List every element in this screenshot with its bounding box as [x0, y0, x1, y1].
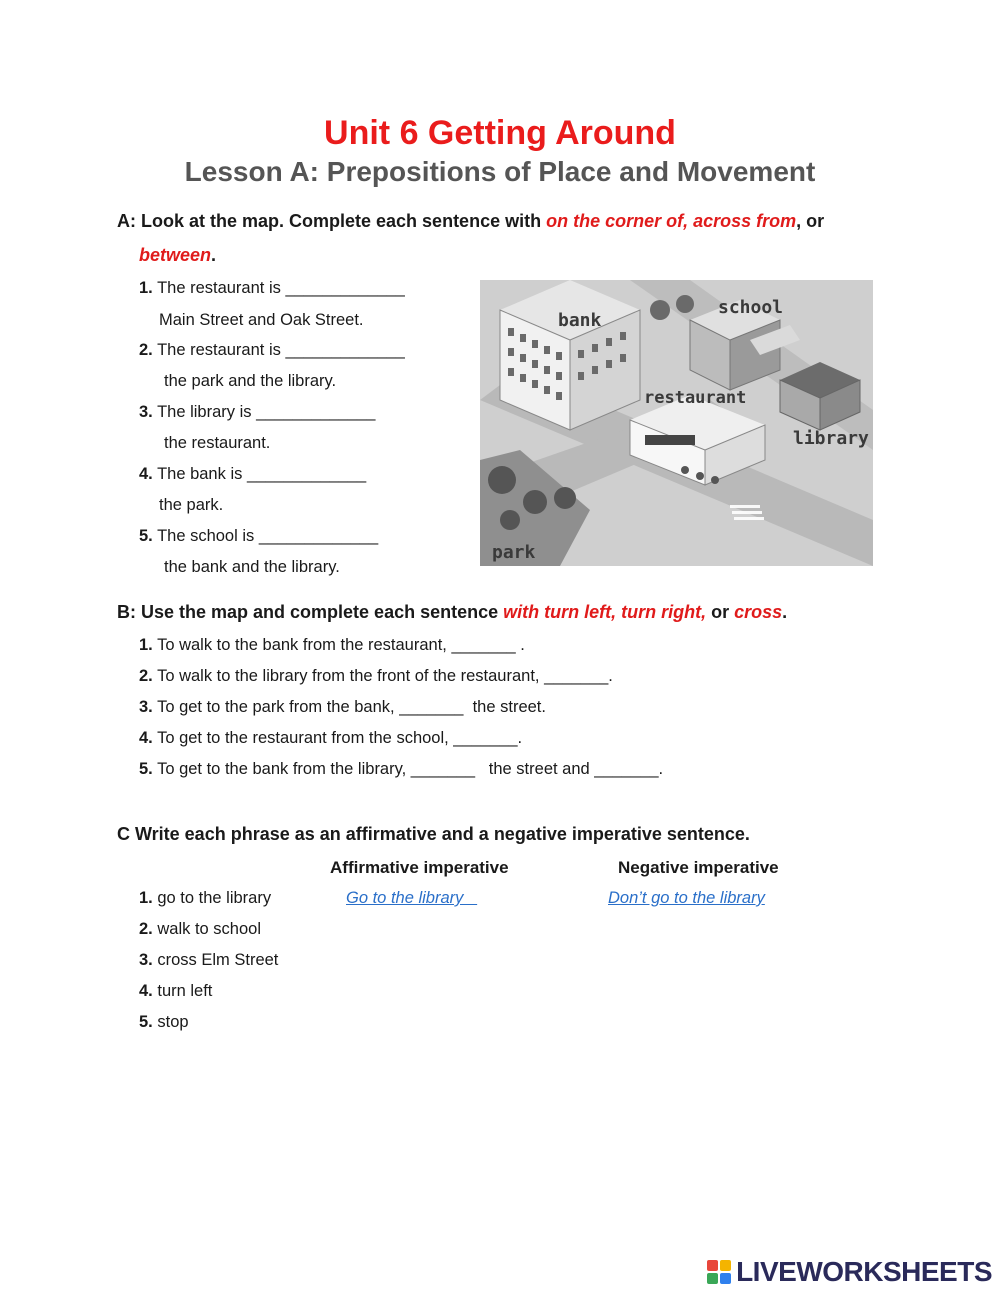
section-a-item: 3. The library is _____________ — [139, 403, 376, 421]
section-a-item: 2. The restaurant is _____________ — [139, 341, 405, 359]
section-c-instruction: C Write each phrase as an affirmative and a negative imperative sentence. — [117, 824, 750, 844]
map-label-school: school — [718, 297, 784, 318]
section-b-item: 2. To walk to the library from the front of the restaurant, _______. — [139, 667, 613, 685]
section-a-instruction: A: Look at the map. Complete each sentence with on the corner of, across from, or — [117, 211, 825, 231]
section-a-item: 4. The bank is _____________ — [139, 465, 367, 483]
logo-block — [707, 1260, 718, 1271]
section-b-item: 3. To get to the park from the bank, _______ the street. — [139, 698, 546, 716]
bank-building — [500, 280, 640, 430]
section-b-item: 4. To get to the restaurant from the school, _______. — [139, 729, 523, 747]
logo-block — [720, 1273, 731, 1284]
liveworksheets-logo — [707, 1252, 992, 1292]
section-c-item: 1. go to the library — [139, 889, 272, 907]
section-a-item-cont: the restaurant. — [164, 434, 271, 452]
section-a-item: 1. The restaurant is _____________ — [139, 279, 405, 297]
example-affirmative: Go to the library — [346, 889, 478, 907]
section-b-highlight-1: with turn left, turn right, — [503, 602, 707, 622]
column-header-affirmative: Affirmative imperative — [330, 858, 509, 877]
logo-block — [707, 1273, 718, 1284]
section-a-highlight-2: between — [139, 245, 212, 265]
map-label-park: park — [492, 542, 536, 563]
section-a-item-cont: the bank and the library. — [164, 558, 340, 576]
map-label-bank: bank — [558, 310, 602, 331]
section-b-item: 1. To walk to the bank from the restaurant, _______ . — [139, 636, 525, 654]
section-a-item-cont: Main Street and Oak Street. — [159, 311, 364, 329]
section-c-item: 5. stop — [139, 1013, 189, 1031]
section-a-highlight-1: on the corner of, across from — [546, 211, 797, 231]
column-header-negative: Negative imperative — [618, 858, 779, 877]
page-subtitle: Lesson A: Prepositions of Place and Movement — [184, 156, 816, 187]
section-b-item: 5. To get to the bank from the library, _______ the street and _______. — [139, 760, 664, 778]
section-a-item: 5. The school is _____________ — [139, 527, 379, 545]
section-b-highlight-2: cross — [734, 602, 783, 622]
page-title: Unit 6 Getting Around — [324, 114, 676, 152]
town-map — [480, 280, 873, 566]
logo-text: LIVEWORKSHEETS — [736, 1256, 992, 1287]
section-a-item-cont: the park. — [159, 496, 224, 514]
map-label-library: library — [793, 428, 869, 449]
logo-blocks-icon — [707, 1260, 731, 1284]
map-label-restaurant: restaurant — [644, 388, 747, 408]
section-c-item: 4. turn left — [139, 982, 213, 1000]
section-c-item: 3. cross Elm Street — [139, 951, 279, 969]
section-b-instruction: B: Use the map and complete each sentence with turn left, turn right, or cross. — [117, 602, 788, 622]
logo-block — [720, 1260, 731, 1271]
section-a-instruction-cont: between. — [139, 245, 217, 265]
example-negative: Don’t go to the library — [608, 889, 765, 907]
section-a-item-cont: the park and the library. — [164, 372, 337, 390]
section-c-item: 2. walk to school — [139, 920, 261, 938]
